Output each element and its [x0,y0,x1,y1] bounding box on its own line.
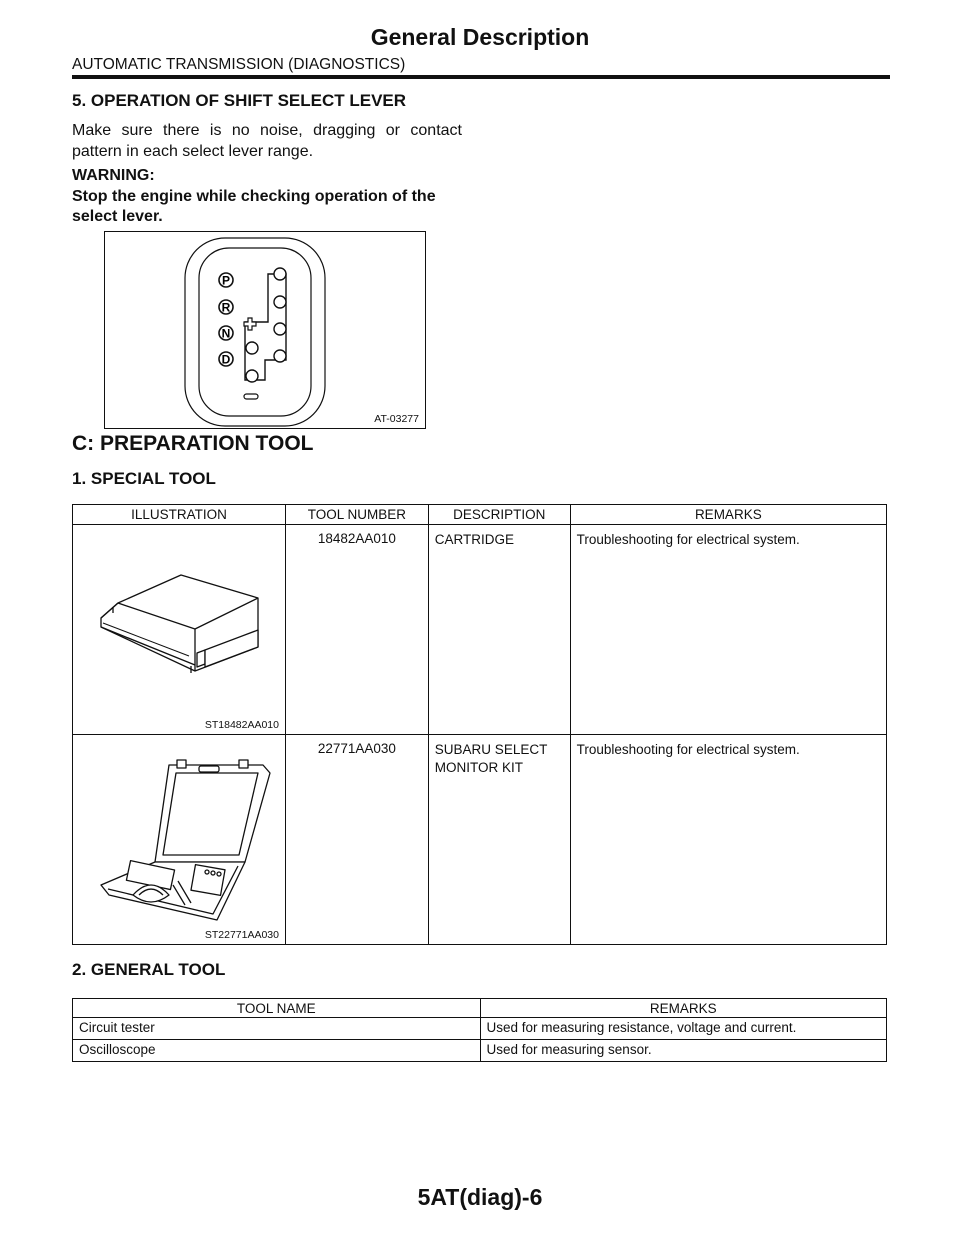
section-c-heading: C: PREPARATION TOOL [72,432,314,455]
general-tool-heading: 2. GENERAL TOOL [72,960,226,979]
header-rule [72,75,890,79]
table-row [73,525,887,735]
monitor-kit-illustration [73,735,285,941]
tool-name-cell: Circuit tester [73,1018,481,1040]
special-tool-heading: 1. SPECIAL TOOL [72,469,216,488]
section-subtitle: AUTOMATIC TRANSMISSION (DIAGNOSTICS) [72,56,406,73]
special-tool-table [72,504,887,945]
page-number: 5AT(diag)-6 [417,1184,543,1210]
column-header: REMARKS [570,505,886,525]
illustration-cell [73,735,286,945]
tool-name-cell: Oscilloscope [73,1040,481,1062]
column-header: DESCRIPTION [428,505,570,525]
figure-code: AT-03277 [374,413,419,425]
shift-lever-figure [104,231,426,429]
tool-number-cell: 22771AA030 [286,735,429,945]
minus-icon [244,394,258,399]
column-header: TOOL NUMBER [286,505,429,525]
table-row [73,1040,887,1062]
column-header: TOOL NAME [73,999,481,1018]
page-title: General Description [370,24,590,50]
cartridge-illustration [73,525,285,731]
tool-number-cell: 18482AA010 [286,525,429,735]
table-header-row [73,505,887,525]
general-tool-table [72,998,887,1062]
gear-letter-n: N [221,326,231,341]
gear-letter-r: R [221,300,231,315]
gear-letter-d: D [221,352,231,367]
shift-gate-drawing [105,232,425,428]
table-row [73,1018,887,1040]
warning-text: Stop the engine while checking operation of the select lever. [72,188,436,225]
section-5-body: Make sure there is no noise, dragging or contact pattern in each select lever range. [72,122,462,160]
remarks-cell: Troubleshooting for electrical system. [570,525,886,735]
illustration-code: ST18482AA010 [204,719,279,731]
table-header-row [73,999,887,1018]
remarks-cell: Troubleshooting for electrical system. [570,735,886,945]
remarks-cell: Used for measuring sensor. [480,1040,887,1062]
illustration-cell [73,525,286,735]
gear-letter-p: P [221,273,231,288]
remarks-cell: Used for measuring resistance, voltage and current. [480,1018,887,1040]
illustration-code: ST22771AA030 [204,929,279,941]
section-5-heading: 5. OPERATION OF SHIFT SELECT LEVER [72,91,407,110]
column-header: REMARKS [480,999,887,1018]
warning-label: WARNING: [72,167,155,184]
plus-icon [244,318,256,330]
table-row [73,735,887,945]
description-cell: SUBARU SELECT MONITOR KIT [428,735,570,945]
description-cell: CARTRIDGE [428,525,570,735]
gear-letters [219,273,233,367]
column-header: ILLUSTRATION [73,505,286,525]
